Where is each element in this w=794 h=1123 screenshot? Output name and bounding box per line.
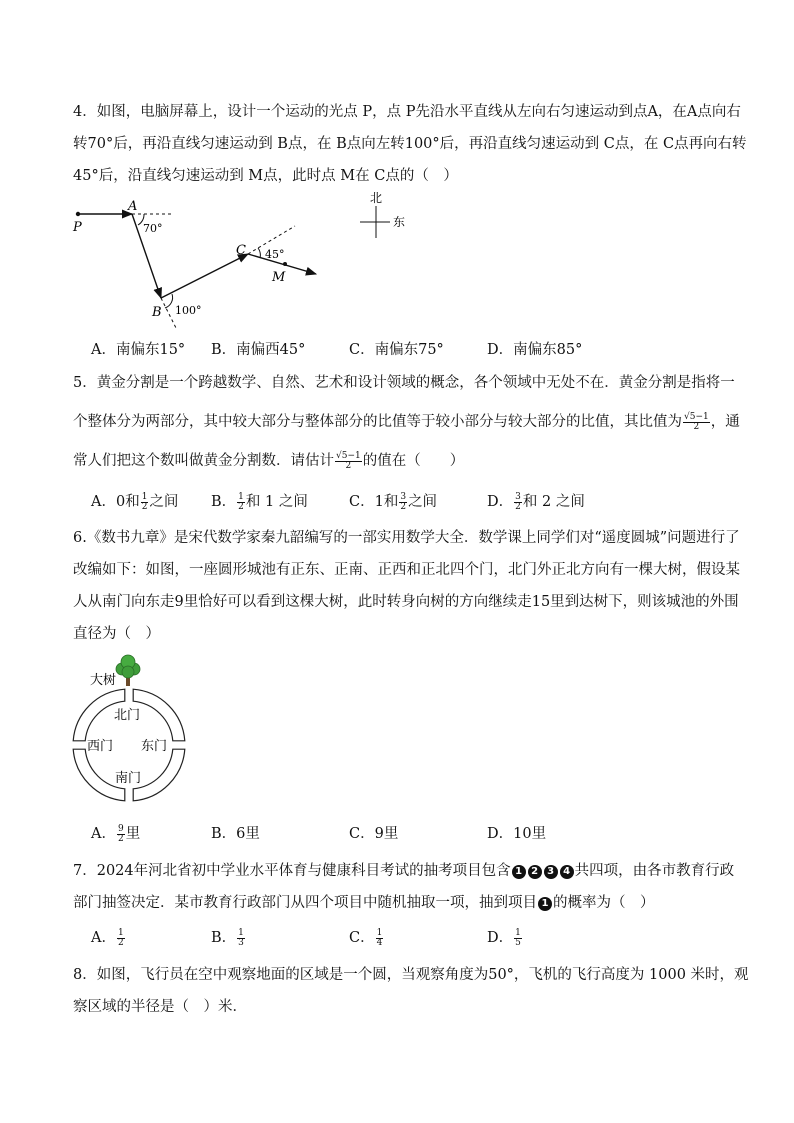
fraction-numerator: 1 xyxy=(376,927,383,938)
q7-text-line2 xyxy=(73,893,655,913)
option-prefix: A． xyxy=(91,826,116,842)
option-fraction xyxy=(399,493,407,512)
fraction-denominator: 4 xyxy=(376,937,383,948)
fraction-numerator: √5−1 xyxy=(336,450,361,461)
q5-option-c[interactable] xyxy=(349,492,437,512)
item-1-badge: 1 xyxy=(512,865,526,879)
q4-text-line2: 转70°后，再沿直线匀速运动到 B点，在 B点向左转100°后，再沿直线匀速运动到 C点，在 C点再向右转 xyxy=(73,136,747,152)
label-west-gate: 西门 xyxy=(87,739,114,754)
option-prefix: A．0和 xyxy=(91,494,140,510)
q6-option-c[interactable]: C．9里 xyxy=(349,826,399,842)
option-prefix: D． xyxy=(487,930,514,946)
q7-option-c[interactable] xyxy=(349,928,384,948)
q7-text-line1 xyxy=(73,861,734,881)
q6-option-a[interactable] xyxy=(91,824,140,844)
q5-line2-a: 个整体分为两部分，其中较大部分与整体部分的比值等于较小部分与较大部分的比值，其比值为 xyxy=(73,414,682,430)
golden-ratio-fraction-2 xyxy=(335,452,362,471)
fraction-denominator: 5 xyxy=(515,937,521,948)
option-suffix: 之间 xyxy=(149,494,179,510)
compass-east: 东 xyxy=(393,215,406,229)
fraction-denominator: 2 xyxy=(117,833,124,844)
option-fraction xyxy=(376,929,384,948)
item-1-badge: 1 xyxy=(538,897,552,911)
compass-north: 北 xyxy=(370,191,383,205)
label-angle-b: 100° xyxy=(175,304,202,317)
q6-text-line1: 6.《数书九章》是宋代数学家秦九韶编写的一部实用数学大全．数学课上同学们对“遥度圆城”问题进行了 xyxy=(73,530,740,546)
fraction-denominator: 3 xyxy=(238,937,244,948)
item-3-badge: 3 xyxy=(544,865,558,879)
label-b: B xyxy=(152,305,162,320)
q5-option-b[interactable] xyxy=(211,492,308,512)
golden-ratio-fraction xyxy=(683,413,710,432)
q5-text-line3 xyxy=(73,451,464,471)
q5-line2-b: ，通 xyxy=(710,414,740,430)
option-fraction xyxy=(237,929,245,948)
option-prefix: B． xyxy=(211,930,237,946)
fraction-denominator: 2 xyxy=(141,501,148,512)
path-bc xyxy=(161,254,248,298)
tree-icon xyxy=(116,655,140,686)
q7-line2-a: 部门抽签决定．某市教育行政部门从四个项目中随机抽取一项，抽到项目 xyxy=(73,895,537,911)
option-fraction xyxy=(117,825,125,844)
q5-option-d[interactable] xyxy=(487,492,585,512)
q8-text-line2: 察区域的半径是（ ）米． xyxy=(73,999,247,1015)
q5-line3-a: 常人们把这个数叫做黄金分割数．请估计 xyxy=(73,453,334,469)
q4-figure xyxy=(60,186,420,336)
fraction-numerator: 1 xyxy=(141,491,148,502)
fraction-numerator: 1 xyxy=(117,927,124,938)
fraction-numerator: 3 xyxy=(400,491,407,502)
fraction-numerator: 1 xyxy=(515,927,521,938)
item-4-badge: 4 xyxy=(560,865,574,879)
q4-option-c[interactable]: C．南偏东75° xyxy=(349,342,444,358)
option-fraction xyxy=(514,929,522,948)
label-east-gate: 东门 xyxy=(141,739,168,754)
q8-text-line1: 8．如图，飞行员在空中观察地面的区域是一个圆，当观察角度为50°，飞机的飞行高度为 1000 米时，观 xyxy=(73,967,749,983)
q6-option-d[interactable]: D．10里 xyxy=(487,826,547,842)
q6-option-b[interactable]: B．6里 xyxy=(211,826,260,842)
option-fraction xyxy=(141,493,149,512)
fraction-numerator: √5−1 xyxy=(684,411,709,422)
q4-text-line1: 4．如图，电脑屏幕上，设计一个运动的光点 P，点 P先沿水平直线从左向右匀速运动到点A，在A点向右 xyxy=(73,104,741,120)
q5-text-line2 xyxy=(73,412,740,432)
option-fraction xyxy=(117,929,125,948)
fraction-numerator: 3 xyxy=(515,491,521,502)
option-prefix: C．1和 xyxy=(349,494,399,510)
q6-text-line3: 人从南门向东走9里恰好可以看到这棵大树，此时转身向树的方向继续走15里到达树下，则该城池的外围 xyxy=(73,594,739,610)
compass-icon xyxy=(360,206,390,238)
q5-option-a[interactable] xyxy=(91,492,178,512)
q5-text-line1: 5．黄金分割是一个跨越数学、自然、艺术和设计领域的概念，各个领域中无处不在．黄金分割是指将一 xyxy=(73,375,735,391)
q4-text-line3: 45°后，沿直线匀速运动到 M点，此时点 M在 C点的（ ） xyxy=(73,168,458,184)
label-north-gate: 北门 xyxy=(114,708,141,723)
label-a: A xyxy=(128,199,138,214)
option-prefix: B． xyxy=(211,494,237,510)
option-suffix: 和 2 之间 xyxy=(522,494,585,510)
fraction-denominator: 2 xyxy=(345,460,352,471)
fraction-denominator: 2 xyxy=(400,501,407,512)
option-prefix: D． xyxy=(487,494,514,510)
label-m: M xyxy=(272,270,286,285)
label-angle-a: 70° xyxy=(143,222,163,235)
label-angle-c: 45° xyxy=(265,248,285,261)
fraction-numerator: 1 xyxy=(238,491,244,502)
option-prefix: C． xyxy=(349,930,375,946)
fraction-denominator: 2 xyxy=(693,421,700,432)
fraction-denominator: 2 xyxy=(117,937,124,948)
label-tree: 大树 xyxy=(90,673,117,688)
option-fraction xyxy=(237,493,245,512)
label-c: C xyxy=(236,243,246,258)
q7-line1-a: 7．2024年河北省初中学业水平体育与健康科目考试的抽考项目包含 xyxy=(73,863,511,879)
option-fraction xyxy=(514,493,522,512)
fraction-denominator: 2 xyxy=(515,501,521,512)
q7-line1-b: 共四项，由各市教育行政 xyxy=(574,863,735,879)
q7-option-a[interactable] xyxy=(91,928,126,948)
extension-b xyxy=(161,298,176,328)
q4-option-d[interactable]: D．南偏东85° xyxy=(487,342,583,358)
label-south-gate: 南门 xyxy=(115,771,142,786)
q6-city-figure xyxy=(62,652,202,812)
q6-text-line2: 改编如下：如图，一座圆形城池有正东、正南、正西和正北四个门，北门外正北方向有一棵大树，假设某 xyxy=(73,562,740,578)
item-2-badge: 2 xyxy=(528,865,542,879)
option-prefix: A． xyxy=(91,930,116,946)
q4-option-b[interactable]: B．南偏西45° xyxy=(211,342,306,358)
option-suffix: 之间 xyxy=(408,494,438,510)
q4-option-a[interactable]: A．南偏东15° xyxy=(91,342,186,358)
fraction-denominator: 2 xyxy=(238,501,244,512)
fraction-numerator: 1 xyxy=(238,927,244,938)
q7-line2-b: 的概率为（ ） xyxy=(553,895,655,911)
q6-text-line4: 直径为（ ） xyxy=(73,626,160,642)
fraction-numerator: 9 xyxy=(117,823,124,834)
option-suffix: 和 1 之间 xyxy=(245,494,308,510)
option-suffix: 里 xyxy=(125,826,141,842)
q7-option-d[interactable] xyxy=(487,928,523,948)
q7-option-b[interactable] xyxy=(211,928,246,948)
q5-line3-b: 的值在（ ） xyxy=(362,453,465,469)
label-p: P xyxy=(73,220,82,235)
point-m xyxy=(283,262,287,266)
